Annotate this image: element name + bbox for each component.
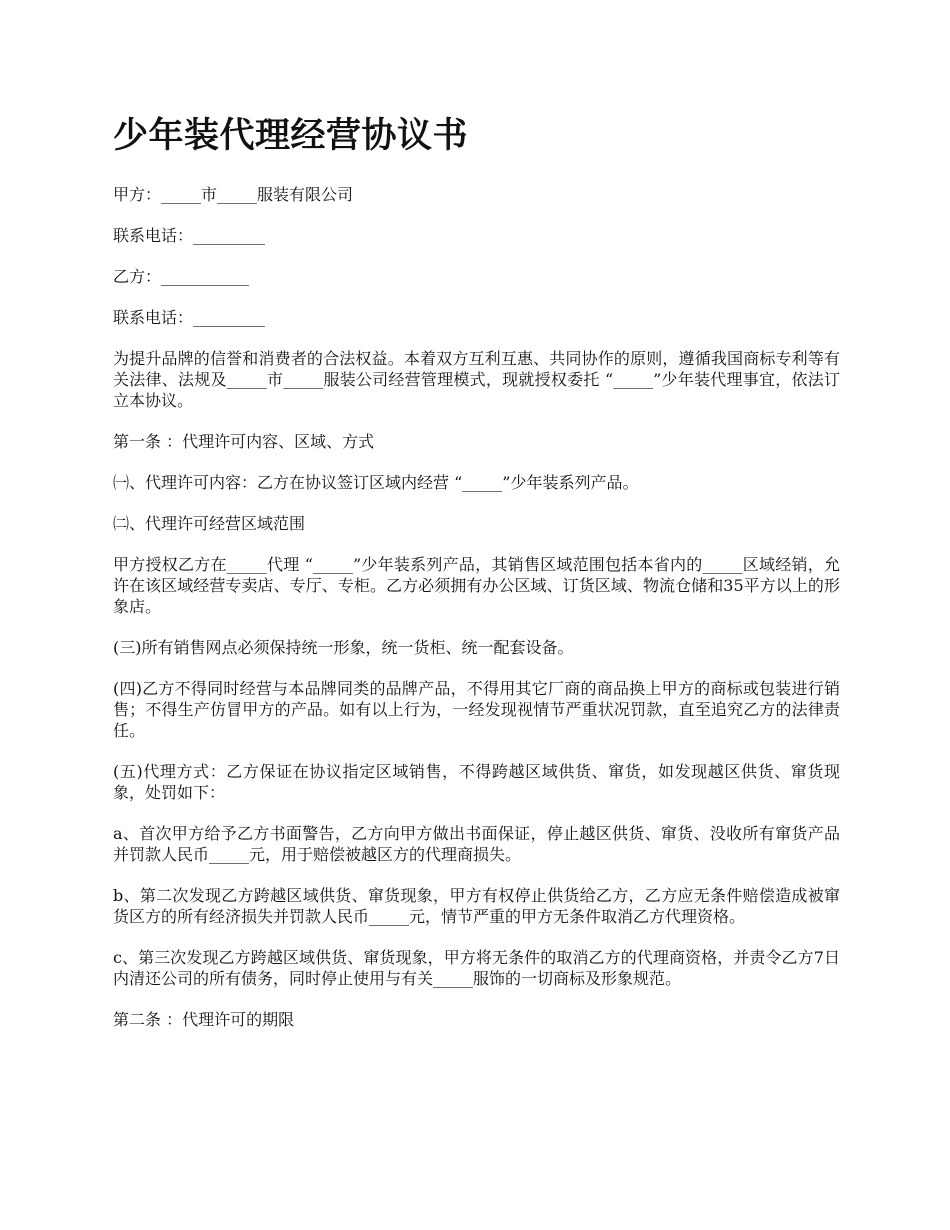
penalty-c-paragraph: c、第三次发现乙方跨越区域供货、窜货现象，甲方将无条件的取消乙方的代理商资格，并责令乙方7日内清还公司的所有债务，同时停止使用与有关_____服饰的一切商标及形象规范。	[113, 948, 840, 988]
document-page	[113, 110, 840, 1050]
clause-3-content: (三)所有销售网点必须保持统一形象，统一货柜、统一配套设备。	[113, 638, 574, 657]
party-a-line: 甲方：_____市_____服装有限公司	[113, 185, 354, 204]
clause-4-content: (四)乙方不得同时经营与本品牌同类的品牌产品，不得用其它厂商的商品换上甲方的商标或包装进行销售；不得生产仿冒甲方的产品。如有以上行为，一经发现视情节严重状况罚款，直至追究乙方的法律责任。	[113, 679, 840, 740]
penalty-a-paragraph: a、首次甲方给予乙方书面警告，乙方向甲方做出书面保证，停止越区供货、窜货、没收所有窜货产品并罚款人民币_____元，用于赔偿被越区方的代理商损失。	[113, 824, 840, 864]
clause-2-heading: ㈡、代理许可经营区域范围	[113, 514, 306, 533]
article-2-heading: 第二条 ：代理许可的期限	[113, 1010, 295, 1029]
article-1-heading: 第一条 ：代理许可内容、区域、方式	[113, 432, 375, 451]
party-b-phone-line: 联系电话：_________	[113, 308, 266, 327]
party-a-phone-line: 联系电话：_________	[113, 226, 266, 245]
clause-2-content: 甲方授权乙方在_____代理 “_____”少年装系列产品，其销售区域范围包括本省内的_____区域经销，允许在该区域经营专卖店、专厅、专柜。乙方必须拥有办公区域、订货区域、物流仓储和35平方以上的形象店。	[113, 555, 840, 616]
clause-5-content: (五)代理方式：乙方保证在协议指定区域销售，不得跨越区域供货、窜货，如发现越区供货、窜货现象，处罚如下：	[113, 762, 840, 802]
preamble-paragraph: 为提升品牌的信誉和消费者的合法权益。本着双方互利互惠、共同协作的原则，遵循我国商标专利等有关法律、法规及_____市_____服装公司经营管理模式，现就授权委托 “_____”少年装代理事宜，依法订立本协议。	[113, 349, 840, 410]
party-b-line: 乙方：___________	[113, 267, 250, 286]
clause-1-content: ㈠、代理许可内容：乙方在协议签订区域内经营 “_____”少年装系列产品。	[113, 473, 639, 492]
document-title: 少年装代理经营协议书	[113, 116, 469, 156]
penalty-b-paragraph: b、第二次发现乙方跨越区域供货、窜货现象，甲方有权停止供货给乙方，乙方应无条件赔偿造成被窜货区方的所有经济损失并罚款人民币_____元，情节严重的甲方无条件取消乙方代理资格。	[113, 886, 840, 926]
